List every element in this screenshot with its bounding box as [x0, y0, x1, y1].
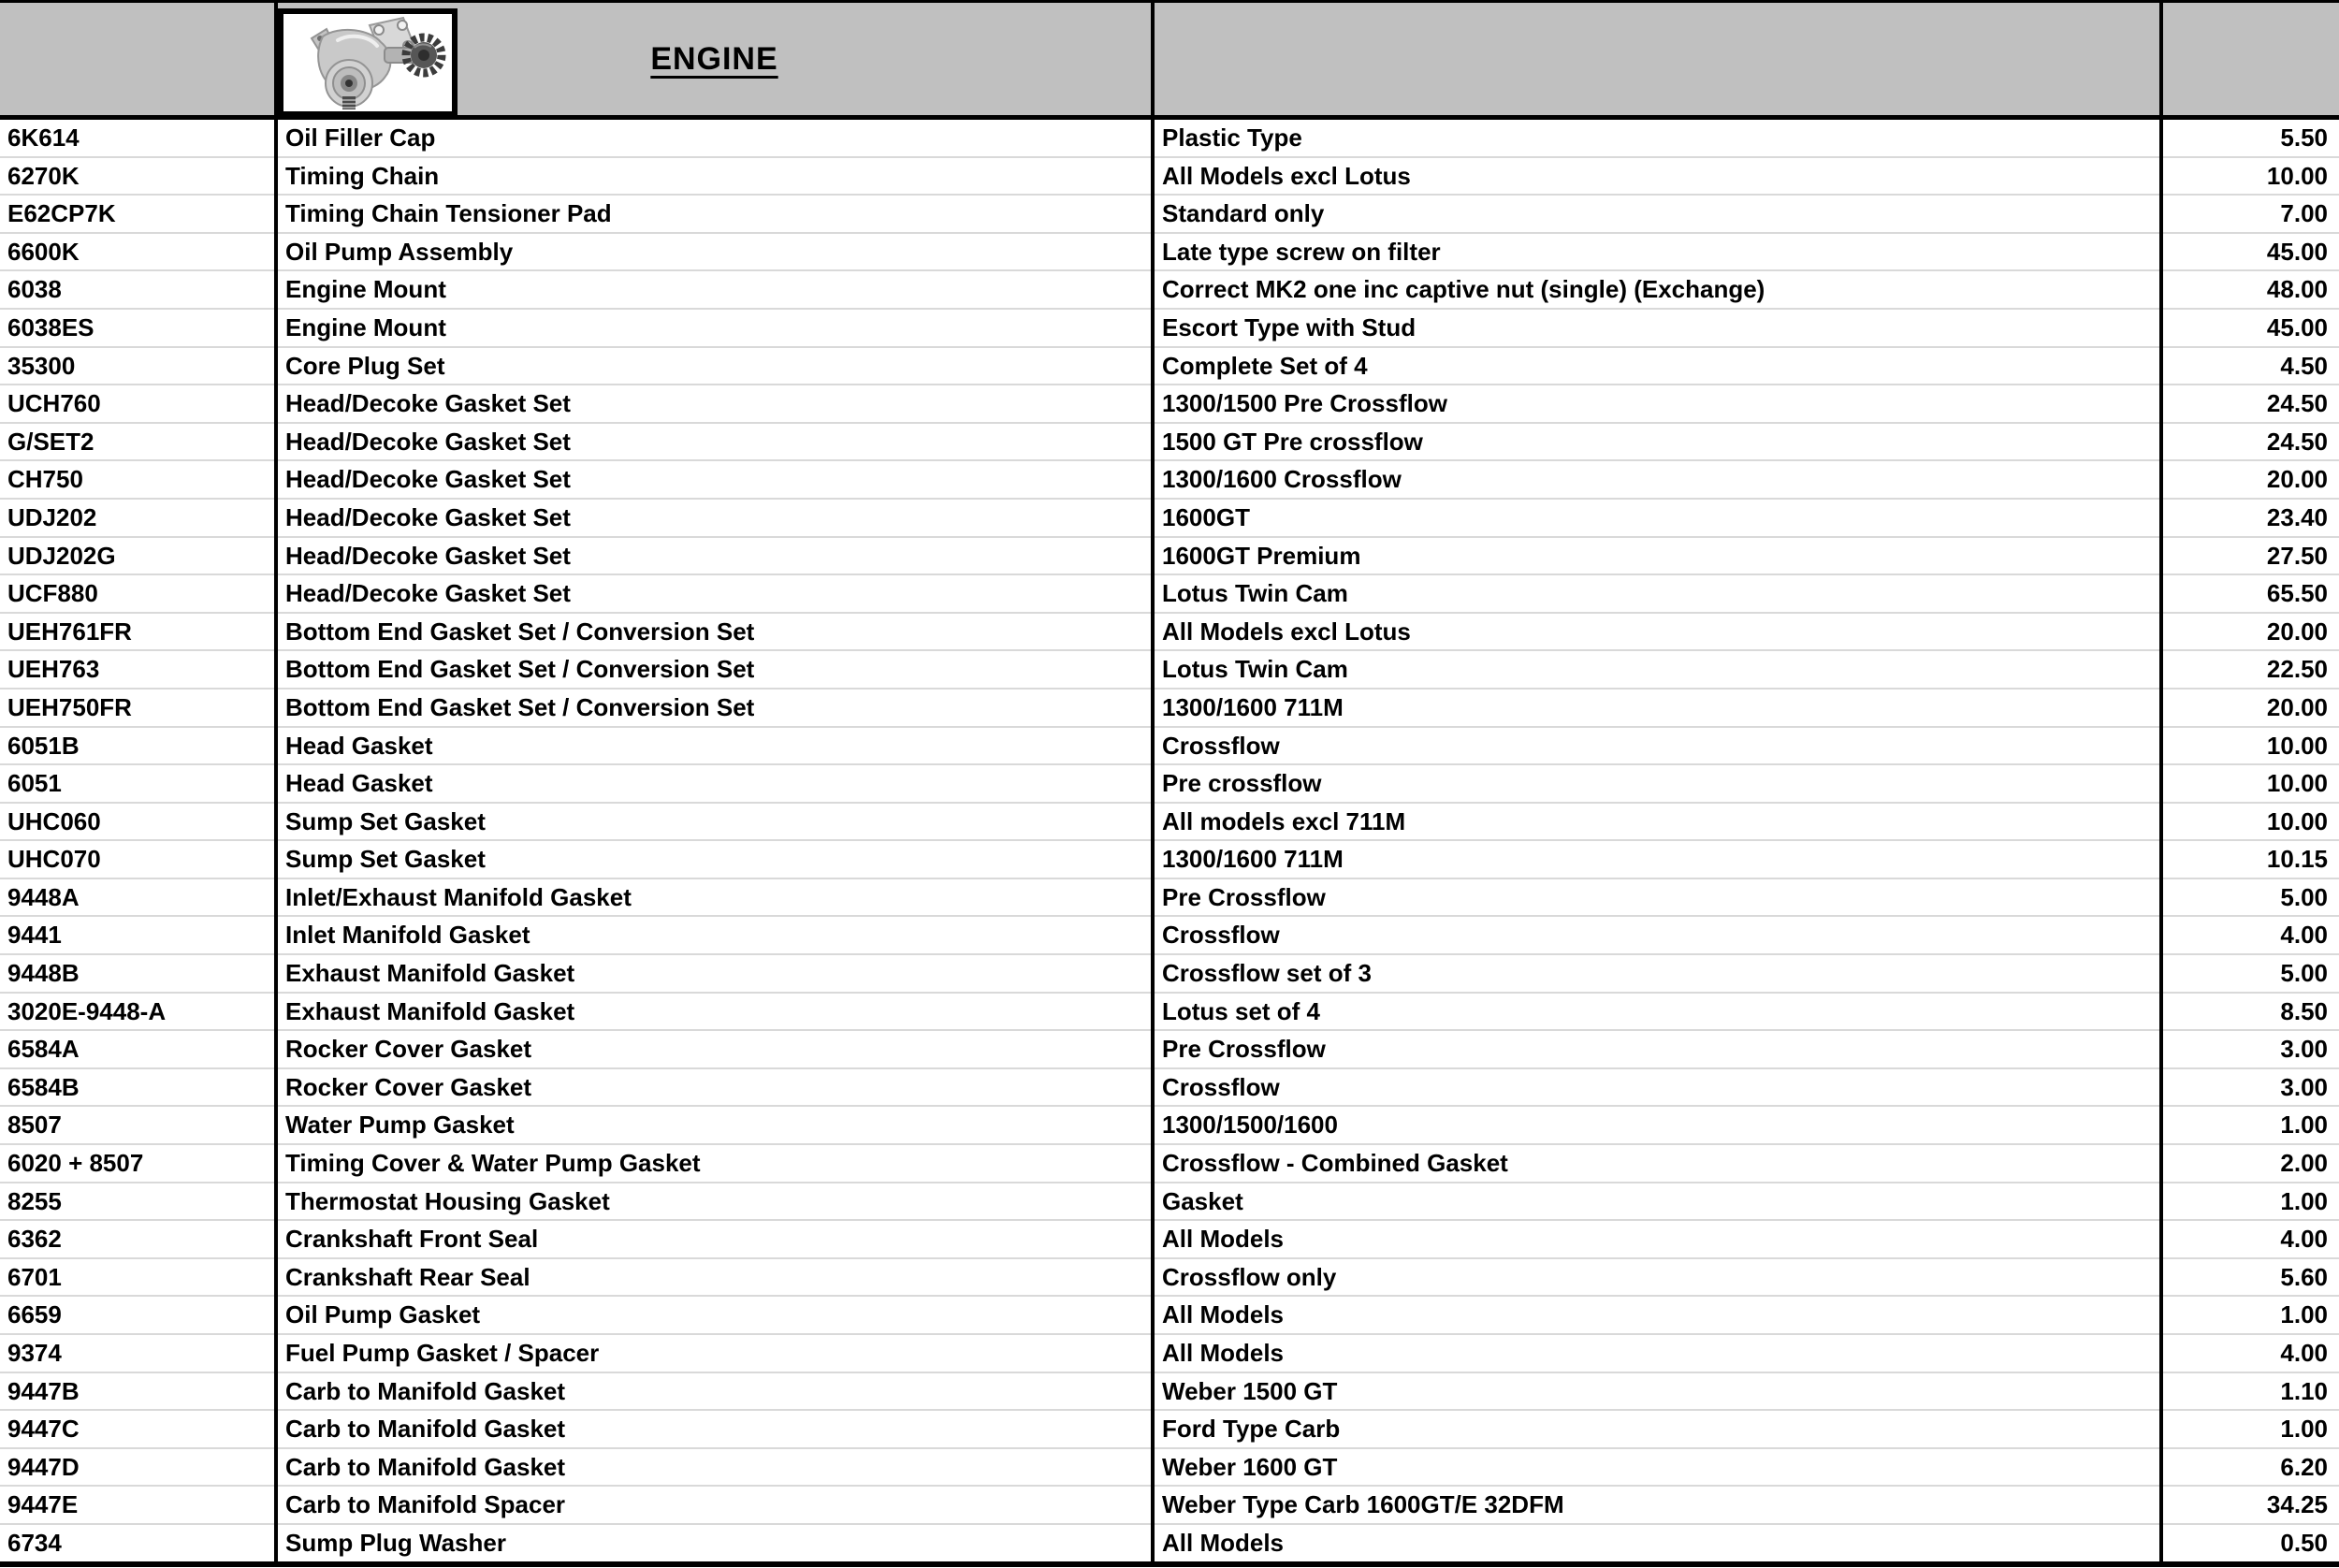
table-row: [0, 499, 2339, 537]
price-cell: 5.00: [2161, 954, 2339, 993]
oil-pump-illustration: [283, 14, 452, 111]
part-number-cell: UHC060: [0, 803, 276, 841]
table-row: [0, 1258, 2339, 1297]
price-cell: 1.00: [2161, 1106, 2339, 1144]
part-number-cell: 3020E-9448-A: [0, 993, 276, 1031]
part-name-cell: Timing Chain: [276, 157, 1153, 196]
description-cell: 1300/1600 711M: [1153, 689, 2161, 727]
description-cell: Crossflow set of 3: [1153, 954, 2161, 993]
part-number-cell: UHC070: [0, 840, 276, 878]
part-name-cell: Sump Plug Washer: [276, 1524, 1153, 1564]
description-cell: 1600GT: [1153, 499, 2161, 537]
price-cell: 10.00: [2161, 803, 2339, 841]
oil-pump-image: [278, 8, 458, 117]
price-cell: 1.10: [2161, 1372, 2339, 1411]
description-cell: Lotus Twin Cam: [1153, 650, 2161, 689]
description-cell: Gasket: [1153, 1183, 2161, 1221]
part-number-cell: 9441: [0, 916, 276, 954]
part-number-cell: 9448A: [0, 878, 276, 917]
price-cell: 0.50: [2161, 1524, 2339, 1564]
part-name-cell: Inlet Manifold Gasket: [276, 916, 1153, 954]
table-row: [0, 993, 2339, 1031]
price-cell: 5.50: [2161, 118, 2339, 157]
part-number-cell: 9447C: [0, 1410, 276, 1448]
part-name-cell: Head/Decoke Gasket Set: [276, 537, 1153, 575]
table-row: [0, 157, 2339, 196]
description-cell: Crossflow: [1153, 1068, 2161, 1107]
part-number-cell: 8255: [0, 1183, 276, 1221]
table-row: [0, 840, 2339, 878]
price-cell: 5.60: [2161, 1258, 2339, 1297]
part-name-cell: Exhaust Manifold Gasket: [276, 954, 1153, 993]
part-number-cell: UEH761FR: [0, 613, 276, 651]
part-name-cell: Sump Set Gasket: [276, 803, 1153, 841]
table-row: [0, 537, 2339, 575]
part-number-cell: 6584A: [0, 1030, 276, 1068]
price-cell: 65.50: [2161, 574, 2339, 613]
header-row: [0, 2, 2339, 118]
table-row: [0, 1334, 2339, 1372]
header-cell-price: [2161, 2, 2339, 118]
header-cell-part-number: [0, 2, 276, 118]
table-row: [0, 727, 2339, 765]
part-number-cell: 6734: [0, 1524, 276, 1564]
description-cell: All Models excl Lotus: [1153, 157, 2161, 196]
description-cell: Crossflow - Combined Gasket: [1153, 1144, 2161, 1183]
table-row: [0, 423, 2339, 461]
part-name-cell: Rocker Cover Gasket: [276, 1068, 1153, 1107]
description-cell: Standard only: [1153, 195, 2161, 233]
table-row: [0, 385, 2339, 423]
part-name-cell: Crankshaft Rear Seal: [276, 1258, 1153, 1297]
part-number-cell: 6362: [0, 1220, 276, 1258]
price-cell: 20.00: [2161, 689, 2339, 727]
description-cell: 1600GT Premium: [1153, 537, 2161, 575]
table-row: [0, 954, 2339, 993]
price-cell: 3.00: [2161, 1068, 2339, 1107]
part-name-cell: Oil Pump Assembly: [276, 233, 1153, 271]
table-row: [0, 803, 2339, 841]
price-cell: 10.00: [2161, 764, 2339, 803]
part-name-cell: Head/Decoke Gasket Set: [276, 460, 1153, 499]
part-name-cell: Carb to Manifold Gasket: [276, 1448, 1153, 1487]
price-cell: 1.00: [2161, 1410, 2339, 1448]
part-number-cell: UDJ202: [0, 499, 276, 537]
part-name-cell: Carb to Manifold Spacer: [276, 1486, 1153, 1524]
part-name-cell: Timing Cover & Water Pump Gasket: [276, 1144, 1153, 1183]
price-cell: 2.00: [2161, 1144, 2339, 1183]
price-cell: 3.00: [2161, 1030, 2339, 1068]
description-cell: Lotus Twin Cam: [1153, 574, 2161, 613]
part-name-cell: Rocker Cover Gasket: [276, 1030, 1153, 1068]
table-row: [0, 1296, 2339, 1334]
description-cell: Late type screw on filter: [1153, 233, 2161, 271]
part-name-cell: Water Pump Gasket: [276, 1106, 1153, 1144]
price-cell: 45.00: [2161, 233, 2339, 271]
price-cell: 4.50: [2161, 347, 2339, 385]
part-number-cell: 8507: [0, 1106, 276, 1144]
price-cell: 10.15: [2161, 840, 2339, 878]
description-cell: Weber 1600 GT: [1153, 1448, 2161, 1487]
table-row: [0, 195, 2339, 233]
price-cell: 4.00: [2161, 916, 2339, 954]
table-row: [0, 1068, 2339, 1107]
table-row: [0, 1448, 2339, 1487]
part-name-cell: Carb to Manifold Gasket: [276, 1410, 1153, 1448]
description-cell: All models excl 711M: [1153, 803, 2161, 841]
price-cell: 24.50: [2161, 385, 2339, 423]
description-cell: 1300/1600 Crossflow: [1153, 460, 2161, 499]
part-number-cell: G/SET2: [0, 423, 276, 461]
header-cell-title: [276, 2, 1153, 118]
description-cell: 1500 GT Pre crossflow: [1153, 423, 2161, 461]
price-cell: 7.00: [2161, 195, 2339, 233]
price-cell: 20.00: [2161, 613, 2339, 651]
part-name-cell: Bottom End Gasket Set / Conversion Set: [276, 689, 1153, 727]
price-cell: 24.50: [2161, 423, 2339, 461]
price-cell: 1.00: [2161, 1296, 2339, 1334]
description-cell: Weber 1500 GT: [1153, 1372, 2161, 1411]
parts-table-body: [0, 118, 2339, 1564]
description-cell: Pre crossflow: [1153, 764, 2161, 803]
part-name-cell: Exhaust Manifold Gasket: [276, 993, 1153, 1031]
part-number-cell: UEH763: [0, 650, 276, 689]
description-cell: 1300/1500 Pre Crossflow: [1153, 385, 2161, 423]
table-row: [0, 1030, 2339, 1068]
description-cell: Crossflow only: [1153, 1258, 2161, 1297]
part-number-cell: 6659: [0, 1296, 276, 1334]
part-number-cell: 6051: [0, 764, 276, 803]
part-name-cell: Oil Pump Gasket: [276, 1296, 1153, 1334]
table-row: [0, 1524, 2339, 1564]
part-name-cell: Inlet/Exhaust Manifold Gasket: [276, 878, 1153, 917]
price-cell: 20.00: [2161, 460, 2339, 499]
price-cell: 10.00: [2161, 727, 2339, 765]
description-cell: Escort Type with Stud: [1153, 309, 2161, 347]
part-number-cell: UCF880: [0, 574, 276, 613]
part-number-cell: 6020 + 8507: [0, 1144, 276, 1183]
description-cell: Weber Type Carb 1600GT/E 32DFM: [1153, 1486, 2161, 1524]
part-name-cell: Head Gasket: [276, 764, 1153, 803]
part-name-cell: Oil Filler Cap: [276, 118, 1153, 157]
table-row: [0, 689, 2339, 727]
price-cell: 27.50: [2161, 537, 2339, 575]
part-number-cell: 35300: [0, 347, 276, 385]
table-row: [0, 347, 2339, 385]
description-cell: 1300/1500/1600: [1153, 1106, 2161, 1144]
part-number-cell: UDJ202G: [0, 537, 276, 575]
part-name-cell: Timing Chain Tensioner Pad: [276, 195, 1153, 233]
part-name-cell: Fuel Pump Gasket / Spacer: [276, 1334, 1153, 1372]
table-row: [0, 1486, 2339, 1524]
part-name-cell: Head Gasket: [276, 727, 1153, 765]
description-cell: All Models: [1153, 1524, 2161, 1564]
table-row: [0, 118, 2339, 157]
description-cell: Ford Type Carb: [1153, 1410, 2161, 1448]
description-cell: Complete Set of 4: [1153, 347, 2161, 385]
price-cell: 23.40: [2161, 499, 2339, 537]
description-cell: Pre Crossflow: [1153, 878, 2161, 917]
description-cell: Pre Crossflow: [1153, 1030, 2161, 1068]
part-number-cell: 6038: [0, 270, 276, 309]
part-name-cell: Carb to Manifold Gasket: [276, 1372, 1153, 1411]
part-number-cell: UCH760: [0, 385, 276, 423]
description-cell: Lotus set of 4: [1153, 993, 2161, 1031]
part-number-cell: 9374: [0, 1334, 276, 1372]
part-name-cell: Core Plug Set: [276, 347, 1153, 385]
table-row: [0, 613, 2339, 651]
part-number-cell: 6038ES: [0, 309, 276, 347]
part-number-cell: 6701: [0, 1258, 276, 1297]
description-cell: Crossflow: [1153, 727, 2161, 765]
table-row: [0, 1183, 2339, 1221]
price-cell: 22.50: [2161, 650, 2339, 689]
part-name-cell: Crankshaft Front Seal: [276, 1220, 1153, 1258]
header-cell-description: [1153, 2, 2161, 118]
table-row: [0, 1372, 2339, 1411]
table-row: [0, 309, 2339, 347]
description-cell: All Models: [1153, 1334, 2161, 1372]
table-row: [0, 1106, 2339, 1144]
price-cell: 4.00: [2161, 1334, 2339, 1372]
table-row: [0, 878, 2339, 917]
price-cell: 48.00: [2161, 270, 2339, 309]
part-name-cell: Head/Decoke Gasket Set: [276, 499, 1153, 537]
part-number-cell: CH750: [0, 460, 276, 499]
price-cell: 5.00: [2161, 878, 2339, 917]
part-name-cell: Thermostat Housing Gasket: [276, 1183, 1153, 1221]
description-cell: All Models: [1153, 1220, 2161, 1258]
description-cell: 1300/1600 711M: [1153, 840, 2161, 878]
table-row: [0, 764, 2339, 803]
table-row: [0, 650, 2339, 689]
table-row: [0, 1410, 2339, 1448]
description-cell: Crossflow: [1153, 916, 2161, 954]
description-cell: All Models excl Lotus: [1153, 613, 2161, 651]
price-cell: 8.50: [2161, 993, 2339, 1031]
description-cell: All Models: [1153, 1296, 2161, 1334]
description-cell: Correct MK2 one inc captive nut (single) (Exchange): [1153, 270, 2161, 309]
table-row: [0, 460, 2339, 499]
part-number-cell: 9447B: [0, 1372, 276, 1411]
page-title: ENGINE: [650, 40, 778, 77]
part-number-cell: 6K614: [7, 123, 80, 152]
table-row: [0, 574, 2339, 613]
table-row: [0, 916, 2339, 954]
price-cell: 4.00: [2161, 1220, 2339, 1258]
part-name-cell: Head/Decoke Gasket Set: [276, 574, 1153, 613]
part-name-cell: Sump Set Gasket: [276, 840, 1153, 878]
part-name-cell: Bottom End Gasket Set / Conversion Set: [276, 613, 1153, 651]
price-cell: 1.00: [2161, 1183, 2339, 1221]
part-number-cell: 6051B: [0, 727, 276, 765]
part-name-cell: Bottom End Gasket Set / Conversion Set: [276, 650, 1153, 689]
part-number-cell: E62CP7K: [0, 195, 276, 233]
part-number-cell: 6270K: [0, 157, 276, 196]
part-number-cell: 9447D: [0, 1448, 276, 1487]
description-cell: Plastic Type: [1153, 118, 2161, 157]
part-number-cell: 6584B: [0, 1068, 276, 1107]
table-row: [0, 233, 2339, 271]
part-number-cell: 9448B: [0, 954, 276, 993]
price-cell: 45.00: [2161, 309, 2339, 347]
part-name-cell: Head/Decoke Gasket Set: [276, 385, 1153, 423]
table-row: [0, 1220, 2339, 1258]
price-cell: 34.25: [2161, 1486, 2339, 1524]
table-row: [0, 270, 2339, 309]
part-number-cell: 9447E: [0, 1486, 276, 1524]
part-name-cell: Engine Mount: [276, 270, 1153, 309]
part-name-cell: Head/Decoke Gasket Set: [276, 423, 1153, 461]
part-number-cell: 6600K: [0, 233, 276, 271]
part-name-cell: Engine Mount: [276, 309, 1153, 347]
price-cell: 6.20: [2161, 1448, 2339, 1487]
price-cell: 10.00: [2161, 157, 2339, 196]
part-number-cell: UEH750FR: [0, 689, 276, 727]
table-row: [0, 1144, 2339, 1183]
